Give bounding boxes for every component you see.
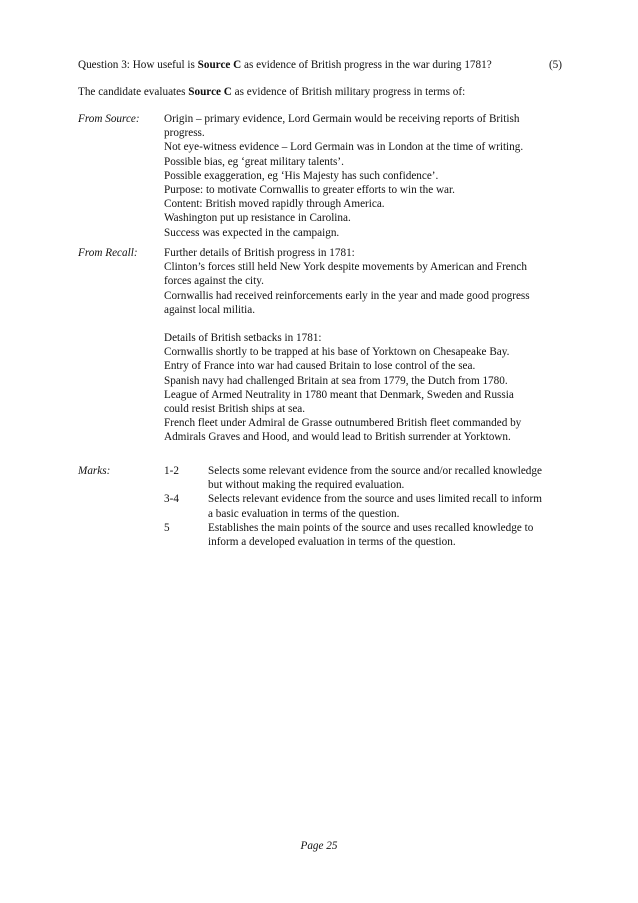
from-recall-content — [164, 246, 562, 445]
mark-description-line: a basic evaluation in terms of the question. — [208, 507, 400, 520]
recall-setback-line: Entry of France into war had caused Britain to lose control of the sea. — [164, 360, 476, 373]
recall-progress-line: Clinton’s forces still held New York despite movements by American and French — [164, 261, 527, 274]
intro-text — [78, 85, 465, 99]
recall-setback-line: Cornwallis shortly to be trapped at his base of Yorktown on Chesapeake Bay. — [164, 346, 510, 359]
question-heading — [78, 58, 562, 72]
mark-range: 1-2 — [164, 465, 179, 477]
recall-setback-line: Spanish navy had challenged Britain at sea from 1779, the Dutch from 1780. — [164, 374, 508, 387]
mark-range: 5 — [164, 521, 170, 534]
marks-table — [164, 464, 562, 549]
mark-description-line: but without making the required evaluation. — [208, 479, 405, 492]
intro-source-ref: Source C — [188, 86, 232, 98]
mark-range: 3-4 — [164, 493, 179, 506]
from-recall-label — [78, 246, 138, 260]
from-source-line: progress. — [164, 127, 205, 140]
recall-setback-line: Details of British setbacks in 1781: — [164, 332, 322, 345]
question-marks: (5) — [548, 59, 562, 71]
question-source-ref: Source C — [197, 59, 242, 71]
from-source-line: Content: British moved rapidly through America. — [164, 198, 385, 211]
from-source-line: Success was expected in the campaign. — [164, 226, 340, 239]
question-suffix: as evidence of British progress in the war during 1781? — [241, 59, 492, 71]
recall-setback-line: League of Armed Neutrality in 1780 meant that Denmark, Sweden and Russia — [164, 388, 514, 401]
mark-description-line: Selects some relevant evidence from the source and/or recalled knowledge — [208, 465, 542, 477]
recall-setback-line: could resist British ships at sea. — [164, 403, 306, 416]
recall-setback-line: Admirals Graves and Hood, and would lead to British surrender at Yorktown. — [164, 431, 511, 444]
page-number: Page 25 — [300, 840, 338, 852]
mark-description — [208, 521, 564, 549]
from-source-line: Purpose: to motivate Cornwallis to greater efforts to win the war. — [164, 184, 455, 197]
recall-progress-line: Cornwallis had received reinforcements early in the year and made good progress — [164, 289, 530, 302]
from-source-line: Washington put up resistance in Carolina. — [164, 212, 351, 225]
from-recall-label-text: From Recall — [78, 247, 134, 259]
from-source-line: Possible exaggeration, eg ‘His Majesty has such confidence’. — [164, 169, 439, 182]
from-source-line: Possible bias, eg ‘great military talents’. — [164, 155, 344, 168]
from-source-label-text: From Source — [78, 113, 136, 125]
mark-description — [208, 492, 564, 520]
recall-progress-line: Further details of British progress in 1781: — [164, 247, 355, 259]
recall-setback-line: French fleet under Admiral de Grasse outnumbered British fleet commanded by — [164, 417, 522, 430]
intro-suffix: as evidence of British military progress in terms of: — [231, 86, 466, 98]
recall-progress-line: forces against the city. — [164, 275, 264, 288]
mark-row — [164, 521, 562, 549]
mark-row — [164, 492, 562, 520]
from-recall-label-colon: : — [133, 247, 138, 259]
from-source-content — [164, 112, 562, 240]
paragraph-gap — [164, 317, 562, 331]
marks-label: Marks: — [78, 465, 111, 477]
from-source-label-colon: : — [135, 113, 140, 125]
question-prefix: Question 3: How useful is — [78, 59, 198, 71]
from-source-line: Origin – primary evidence, Lord Germain would be receiving reports of British — [164, 113, 520, 125]
mark-description-line: Establishes the main points of the source and uses recalled knowledge to — [208, 521, 534, 534]
recall-progress-line: against local militia. — [164, 303, 256, 316]
mark-row — [164, 464, 562, 492]
from-source-label — [78, 112, 140, 126]
intro-prefix: The candidate evaluates — [78, 86, 189, 98]
mark-description-line: Selects relevant evidence from the source and uses limited recall to inform — [208, 493, 542, 506]
mark-description — [208, 464, 564, 492]
mark-description-line: inform a developed evaluation in terms of the question. — [208, 536, 456, 549]
from-source-line: Not eye-witness evidence – Lord Germain was in London at the time of writing. — [164, 141, 524, 154]
